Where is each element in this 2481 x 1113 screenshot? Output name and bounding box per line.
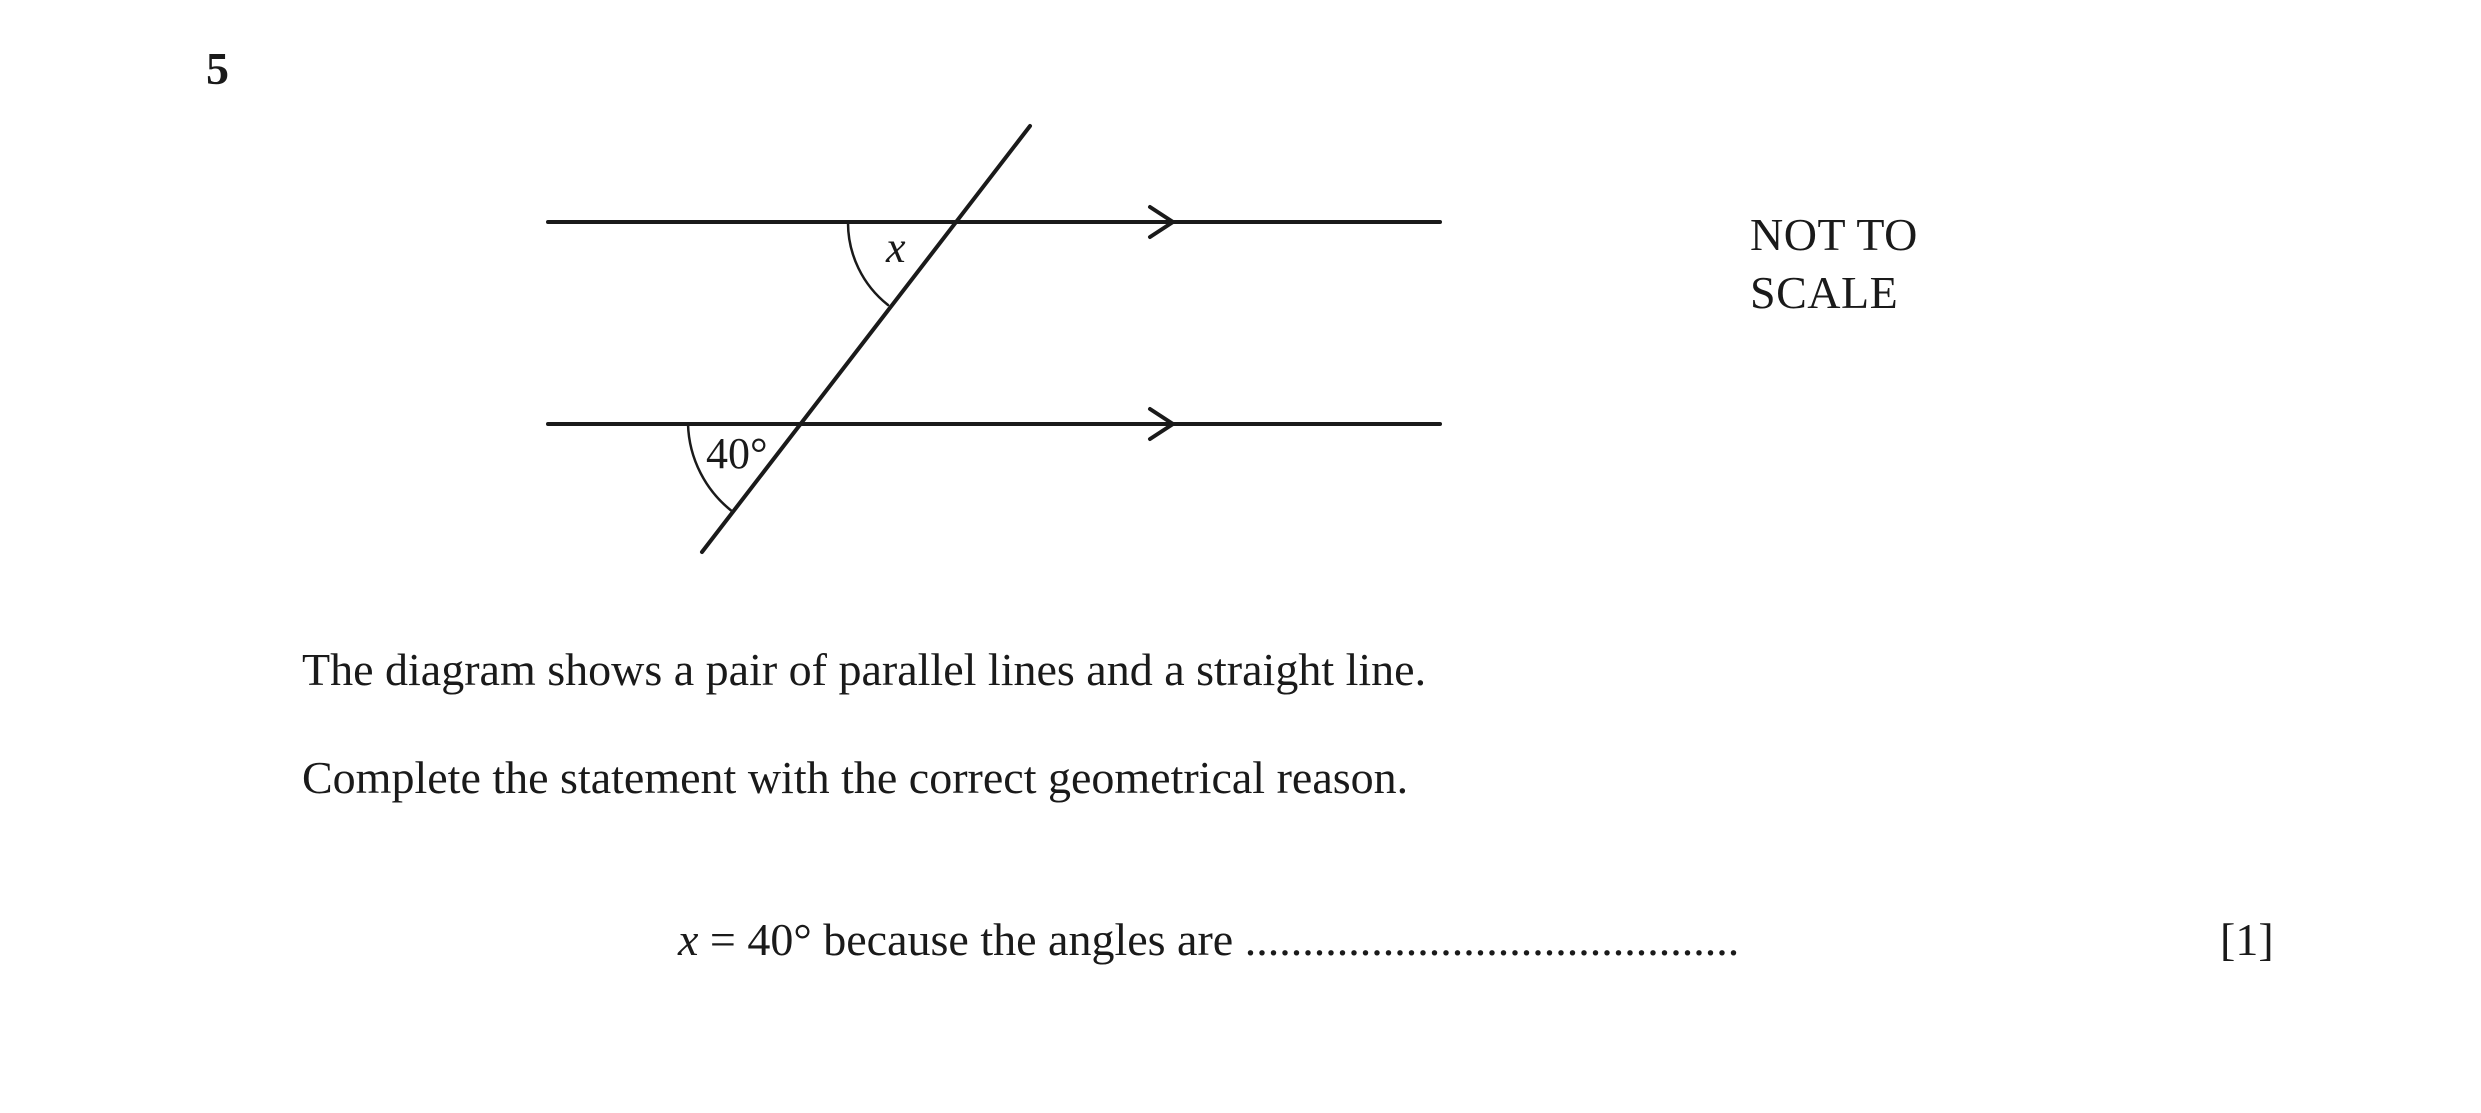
answer-statement bbox=[678, 914, 1740, 965]
statement-variable: x bbox=[678, 914, 699, 965]
answer-blank[interactable]: ........................................... bbox=[1244, 914, 1740, 965]
not-to-scale-line1: NOT TO bbox=[1750, 209, 1918, 260]
marks-label: [1] bbox=[2220, 914, 2274, 965]
not-to-scale-line2: SCALE bbox=[1750, 267, 1899, 318]
diagram-description: The diagram shows a pair of parallel lines and a straight line. bbox=[302, 644, 1427, 695]
not-to-scale-note bbox=[1750, 206, 1918, 322]
transversal-line bbox=[702, 126, 1030, 552]
angle-x-label: x bbox=[886, 223, 906, 272]
angle-x-arc bbox=[848, 222, 888, 305]
instruction-text: Complete the statement with the correct geometrical reason. bbox=[302, 752, 1409, 803]
angle-40-label: 40° bbox=[706, 429, 768, 478]
statement-text: = 40° because the angles are bbox=[698, 914, 1245, 965]
question-number: 5 bbox=[206, 43, 229, 94]
